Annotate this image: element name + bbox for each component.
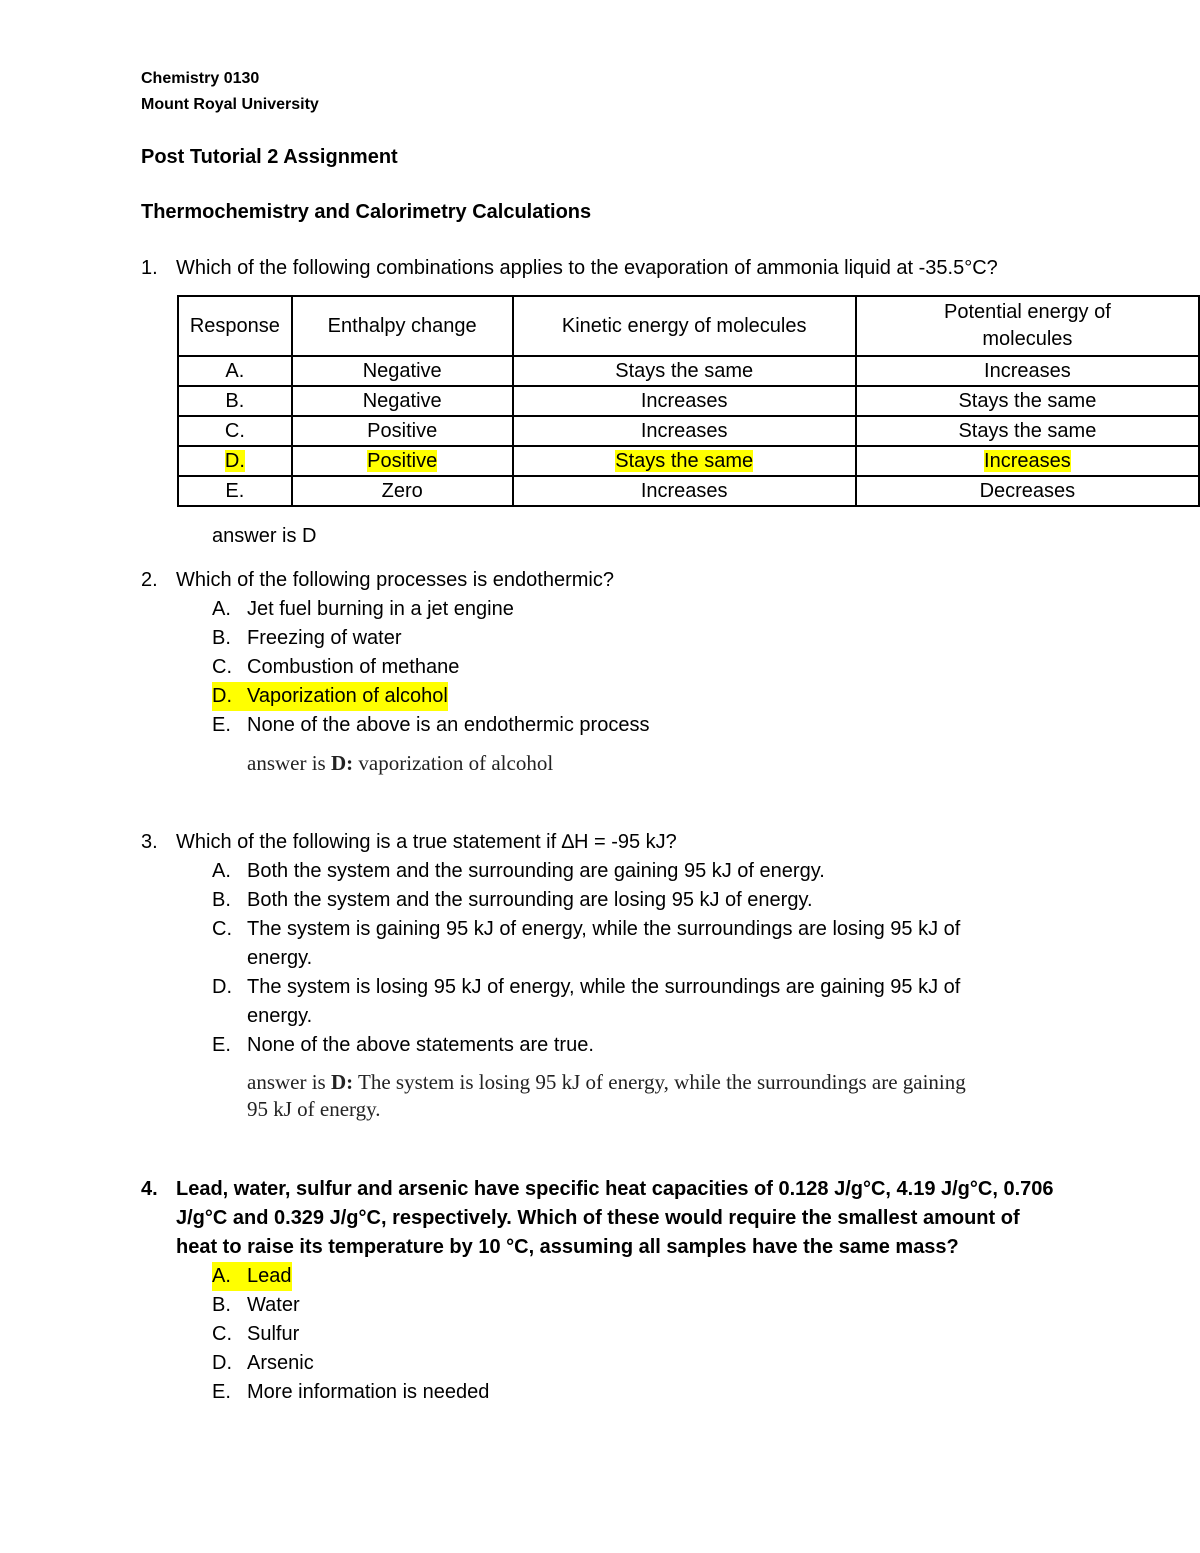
table-cell: Increases: [856, 356, 1199, 386]
option-letter: C.: [212, 656, 232, 678]
option-letter: E.: [212, 1034, 231, 1056]
option-item: [212, 653, 649, 682]
option-letter: A.: [212, 598, 231, 620]
table-cell: Negative: [292, 386, 513, 416]
option-letter: D.: [212, 976, 232, 998]
option-continuation: [212, 1002, 960, 1031]
option-item: [212, 1031, 960, 1060]
table-cell: B.: [178, 386, 292, 416]
option-letter: A.: [212, 860, 231, 882]
option-letter: B.: [212, 627, 231, 649]
highlighted-text: Positive: [367, 449, 438, 472]
table-cell: E.: [178, 476, 292, 506]
option-item: [212, 915, 960, 944]
table-cell: [292, 446, 513, 476]
question-2-answer: [247, 750, 553, 777]
option-text: None of the above statements are true.: [247, 1034, 594, 1056]
table-row-highlighted: [178, 446, 1199, 476]
question-4: [141, 1175, 1141, 1262]
option-letter: C.: [212, 1323, 232, 1345]
table-cell: Zero: [292, 476, 513, 506]
question-3: [141, 828, 1141, 857]
column-header: Kinetic energy of molecules: [513, 296, 856, 356]
table-cell: Decreases: [856, 476, 1199, 506]
option-item: [212, 1320, 489, 1349]
question-2: [141, 566, 1141, 595]
column-header: Enthalpy change: [292, 296, 513, 356]
column-header: Potential energy of molecules: [856, 296, 1199, 356]
table-cell: Positive: [292, 416, 513, 446]
question-text-line: Lead, water, sulfur and arsenic have specific heat capacities of 0.128 J/g°C, 4.19 J/g°C, 0.706: [176, 1178, 1054, 1200]
option-text: The system is losing 95 kJ of energy, while the surroundings are gaining 95 kJ of: [247, 976, 961, 998]
answer-line: [247, 1069, 1067, 1096]
answer-letter: D:: [330, 751, 354, 775]
table-cell: A.: [178, 356, 292, 386]
table-cell: Stays the same: [513, 356, 856, 386]
question-text: Which of the following is a true statement if ∆H = -95 kJ?: [176, 831, 677, 853]
table-cell: C.: [178, 416, 292, 446]
section-title: Thermochemistry and Calorimetry Calculations: [141, 201, 592, 223]
option-text: The system is gaining 95 kJ of energy, while the surroundings are losing 95 kJ of: [247, 918, 961, 940]
question-1-answer: answer is D: [212, 525, 317, 547]
question-3-answer: [247, 1069, 1067, 1123]
option-item-highlighted: [212, 1262, 489, 1291]
table-cell: Stays the same: [856, 386, 1199, 416]
question-4-options: [212, 1262, 489, 1407]
option-text: Lead: [247, 1265, 292, 1287]
option-item: [212, 1291, 489, 1320]
option-item: [212, 1378, 489, 1407]
option-letter: E.: [212, 1381, 231, 1403]
table-cell: Increases: [513, 416, 856, 446]
option-text: Combustion of methane: [247, 656, 460, 678]
answer-prefix: answer is: [247, 751, 331, 775]
option-item: [212, 973, 960, 1002]
option-text: Water: [247, 1294, 300, 1316]
question-number: 1.: [141, 257, 158, 279]
option-text: Both the system and the surrounding are losing 95 kJ of energy.: [247, 889, 813, 911]
answer-text: vaporization of alcohol: [353, 751, 554, 775]
table-cell: Negative: [292, 356, 513, 386]
option-text: energy.: [247, 947, 313, 969]
question-text-line: J/g°C and 0.329 J/g°C, respectively. Which of these would require the smallest amount of: [176, 1207, 1020, 1229]
table-row: [178, 356, 1199, 386]
highlight: [212, 1262, 292, 1291]
question-text-line: heat to raise its temperature by 10 °C, assuming all samples have the same mass?: [176, 1236, 959, 1258]
answer-line: 95 kJ of energy.: [247, 1097, 381, 1121]
question-1: [141, 254, 1141, 283]
option-continuation: [212, 944, 960, 973]
table-header-row: [178, 296, 1199, 356]
highlighted-text: D.: [224, 449, 245, 472]
column-header: Response: [178, 296, 292, 356]
option-text: Arsenic: [247, 1352, 314, 1374]
option-text: Vaporization of alcohol: [247, 685, 448, 707]
question-text: Which of the following processes is endothermic?: [176, 569, 614, 591]
table-cell: [856, 446, 1199, 476]
option-text: Sulfur: [247, 1323, 300, 1345]
answer-text: The system is losing 95 kJ of energy, while the surroundings are gaining: [353, 1070, 966, 1094]
question-1-table: [177, 295, 1200, 507]
answer-letter: D:: [330, 1070, 354, 1094]
option-letter: C.: [212, 918, 232, 940]
question-2-options: [212, 595, 649, 740]
question-3-options: [212, 857, 960, 1060]
table-cell: [513, 446, 856, 476]
question-text: Which of the following combinations applies to the evaporation of ammonia liquid at -35.5°C?: [176, 257, 998, 279]
institution-name: Mount Royal University: [141, 96, 319, 113]
table-cell: Increases: [513, 386, 856, 416]
option-item-highlighted: [212, 682, 649, 711]
option-text: Both the system and the surrounding are gaining 95 kJ of energy.: [247, 860, 825, 882]
option-text: None of the above is an endothermic process: [247, 714, 650, 736]
assignment-title: Post Tutorial 2 Assignment: [141, 146, 398, 168]
highlighted-text: Increases: [984, 449, 1071, 472]
option-letter: D.: [212, 1352, 232, 1374]
table-row: [178, 416, 1199, 446]
table-cell: Stays the same: [856, 416, 1199, 446]
highlighted-text: Stays the same: [615, 449, 754, 472]
answer-prefix: answer is: [247, 1070, 331, 1094]
table-row: [178, 476, 1199, 506]
option-item: [212, 624, 649, 653]
table-row: [178, 386, 1199, 416]
option-item: [212, 595, 649, 624]
course-name: Chemistry 0130: [141, 70, 260, 87]
option-letter: D.: [212, 685, 232, 707]
option-text: energy.: [247, 1005, 313, 1027]
option-letter: E.: [212, 714, 231, 736]
highlight: [212, 682, 448, 711]
option-item: [212, 886, 960, 915]
option-text: Jet fuel burning in a jet engine: [247, 598, 514, 620]
question-number: 3.: [141, 831, 158, 853]
option-text: More information is needed: [247, 1381, 490, 1403]
table-cell: Increases: [513, 476, 856, 506]
option-item: [212, 1349, 489, 1378]
option-item: [212, 711, 649, 740]
table-cell: [178, 446, 292, 476]
question-number: 4.: [141, 1178, 158, 1200]
option-letter: A.: [212, 1265, 231, 1287]
option-item: [212, 857, 960, 886]
option-letter: B.: [212, 1294, 231, 1316]
option-text: Freezing of water: [247, 627, 402, 649]
option-letter: B.: [212, 889, 231, 911]
question-number: 2.: [141, 569, 158, 591]
